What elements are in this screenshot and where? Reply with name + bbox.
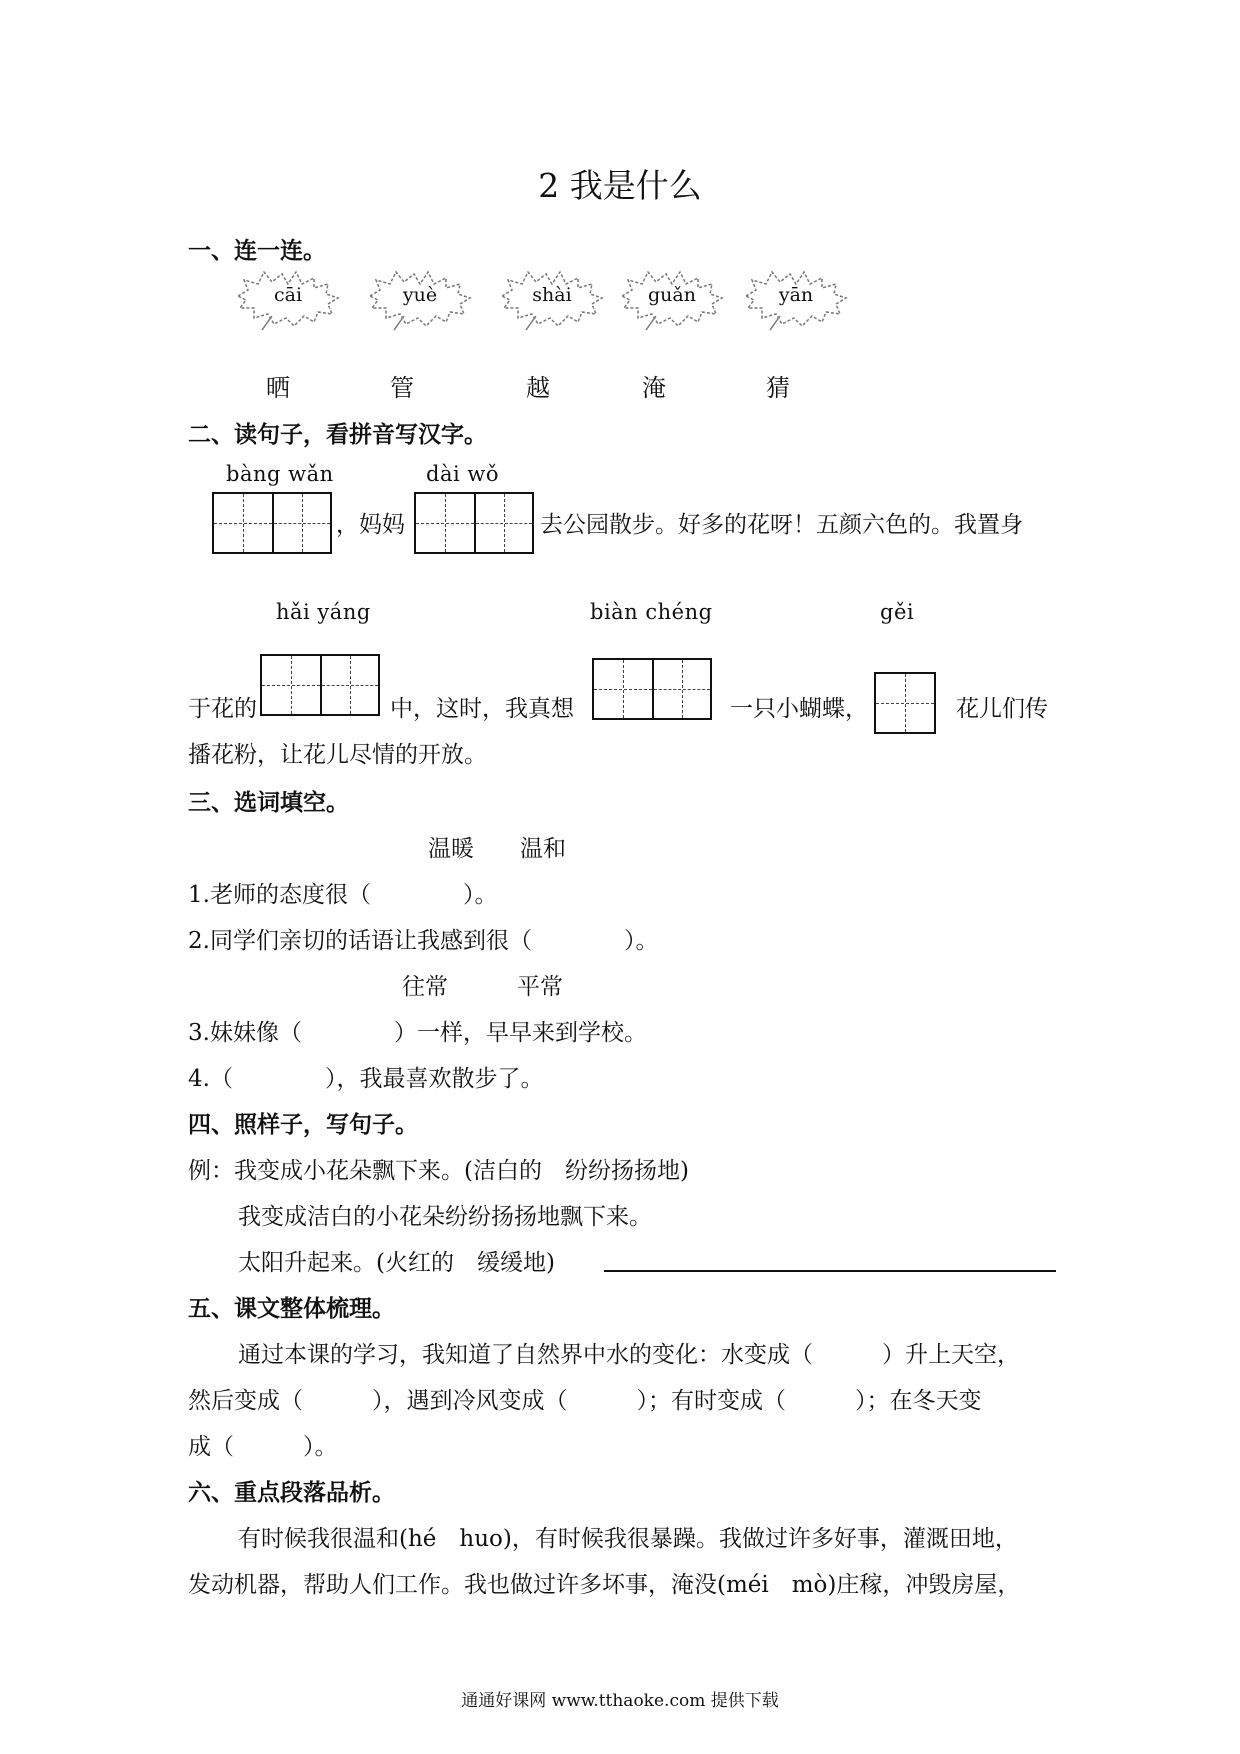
section-2-heading: 二、读句子，看拼音写汉字。 xyxy=(188,422,487,448)
sentence-segment: 去公园散步。好多的花呀！五颜六色的。我置身 xyxy=(540,512,1023,538)
grid-cell[interactable] xyxy=(262,656,320,714)
sentence-segment: 于花的 xyxy=(188,696,257,722)
pinyin-prompt-2: dài wǒ xyxy=(426,462,499,486)
match-char-2[interactable]: 管 xyxy=(390,374,414,402)
pinyin-prompt-4: biàn chéng xyxy=(590,600,713,624)
pinyin-prompt-5: gěi xyxy=(880,600,915,624)
fill-question-3[interactable]: 3.妹妹像（ ）一样，早早来到学校。 xyxy=(188,1020,647,1046)
leaf-card-2[interactable] xyxy=(364,266,476,334)
grid-cell[interactable] xyxy=(214,494,272,552)
section-4-heading: 四、照样子，写句子。 xyxy=(188,1112,418,1138)
pinyin-prompt-3: hǎi yáng xyxy=(276,600,371,624)
pinyin-label: yuè xyxy=(402,284,438,306)
grid-cell[interactable] xyxy=(652,660,710,718)
grid-cell[interactable] xyxy=(416,494,474,552)
writing-grid-4[interactable] xyxy=(592,658,712,720)
writing-grid-1[interactable] xyxy=(212,492,332,554)
leaf-card-3[interactable] xyxy=(496,266,608,334)
leaf-card-5[interactable] xyxy=(740,266,852,334)
section-1-heading: 一、连一连。 xyxy=(188,238,326,264)
grid-cell[interactable] xyxy=(594,660,652,718)
review-line-1[interactable]: 通过本课的学习，我知道了自然界中水的变化：水变成（ ）升上天空， xyxy=(238,1342,1020,1368)
pinyin-label: shài xyxy=(532,284,572,306)
passage-line-1: 有时候我很温和(hé huo)，有时候我很暴躁。我做过许多好事，灌溉田地， xyxy=(238,1526,1018,1552)
grid-cell[interactable] xyxy=(320,656,378,714)
section-5-heading: 五、课文整体梳理。 xyxy=(188,1296,395,1322)
section-3-heading: 三、选词填空。 xyxy=(188,790,349,816)
review-line-3[interactable]: 成（ ）。 xyxy=(188,1434,338,1460)
writing-grid-5[interactable] xyxy=(874,672,936,734)
match-char-1[interactable]: 晒 xyxy=(266,374,290,402)
match-char-3[interactable]: 越 xyxy=(526,374,550,402)
match-char-4[interactable]: 淹 xyxy=(642,374,666,402)
footer-credit: 通通好课网 www.tthaoke.com 提供下载 xyxy=(461,1691,779,1711)
match-char-5[interactable]: 猜 xyxy=(766,374,790,402)
answer-line[interactable] xyxy=(604,1270,1056,1272)
grid-cell[interactable] xyxy=(876,674,934,732)
fill-question-2[interactable]: 2.同学们亲切的话语让我感到很（ ）。 xyxy=(188,928,659,954)
sentence-segment: 一只小蝴蝶， xyxy=(730,696,868,722)
word-choices-2: 往常 平常 xyxy=(402,974,563,1000)
section-6-heading: 六、重点段落品析。 xyxy=(188,1480,395,1506)
sentence-segment: 播花粉，让花儿尽情的开放。 xyxy=(188,742,487,768)
writing-grid-3[interactable] xyxy=(260,654,380,716)
leaf-card-4[interactable] xyxy=(616,266,728,334)
grid-cell[interactable] xyxy=(474,494,532,552)
sentence-segment: ，妈妈 xyxy=(336,512,405,538)
sentence-segment: 中，这时，我真想 xyxy=(390,696,574,722)
fill-question-1[interactable]: 1.老师的态度很（ ）。 xyxy=(188,882,498,908)
page-title: 2 我是什么 xyxy=(538,166,702,205)
grid-cell[interactable] xyxy=(272,494,330,552)
writing-grid-2[interactable] xyxy=(414,492,534,554)
pinyin-label: cāi xyxy=(273,284,303,306)
fill-question-4[interactable]: 4.（ ），我最喜欢散步了。 xyxy=(188,1066,544,1092)
sentence-segment: 花儿们传 xyxy=(956,696,1048,722)
word-choices-1: 温暖 温和 xyxy=(428,836,566,862)
pinyin-prompt-1: bàng wǎn xyxy=(226,462,334,486)
passage-line-2: 发动机器，帮助人们工作。我也做过许多坏事，淹没(méi mò)庄稼，冲毁房屋， xyxy=(188,1572,1021,1598)
pinyin-label: yān xyxy=(778,284,814,306)
exercise-prompt: 太阳升起来。(火红的 缓缓地) xyxy=(238,1250,555,1276)
review-line-2[interactable]: 然后变成（ ），遇到冷风变成（ ）；有时变成（ ）；在冬天变 xyxy=(188,1388,982,1414)
leaf-card-1[interactable] xyxy=(232,266,344,334)
example-answer: 我变成洁白的小花朵纷纷扬扬地飘下来。 xyxy=(238,1204,652,1230)
example-prompt: 例：我变成小花朵飘下来。(洁白的 纷纷扬扬地) xyxy=(188,1158,689,1184)
pinyin-label: guǎn xyxy=(648,284,696,306)
